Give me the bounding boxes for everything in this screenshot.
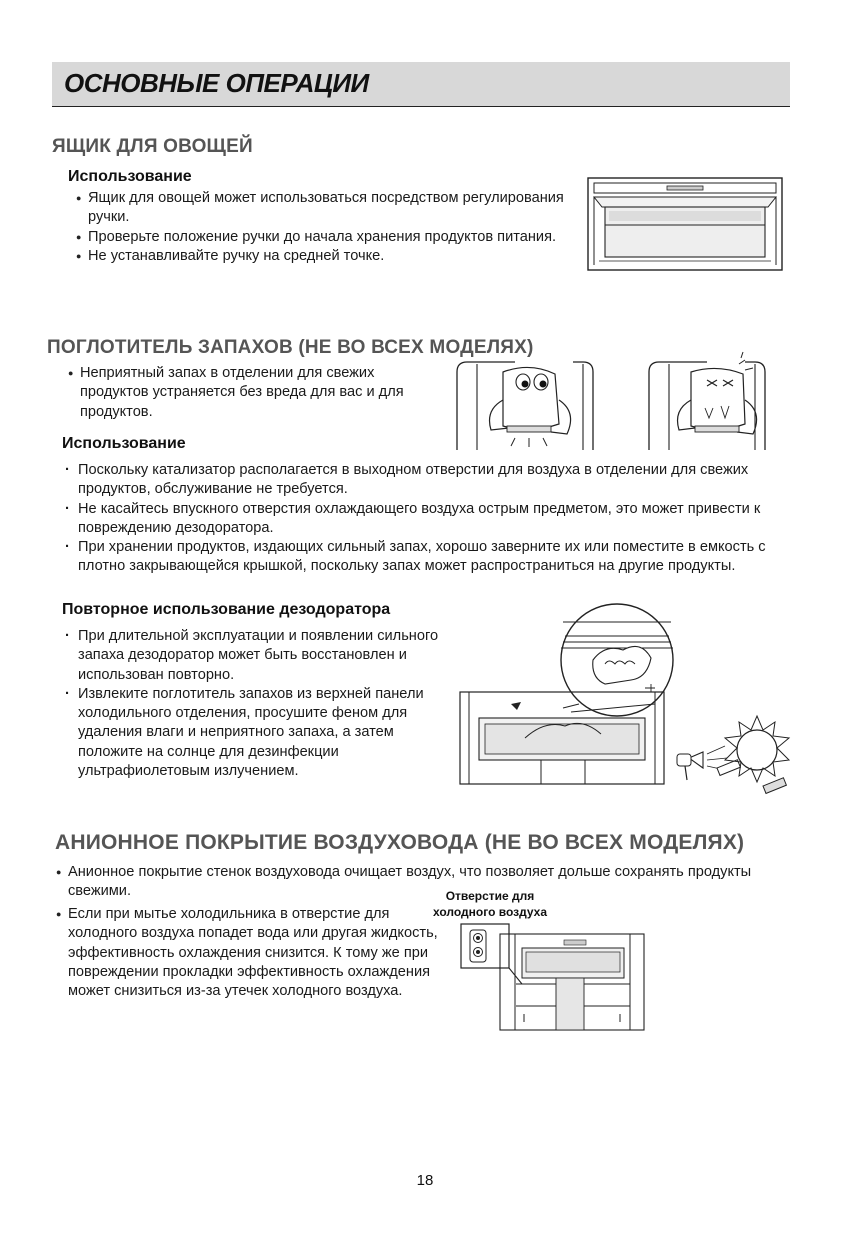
list-item: ● Неприятный запах в отделении для свежих продуктов устраняется без вреда для вас и для продуктов. <box>68 364 430 422</box>
cold-air-hole-caption <box>420 889 560 920</box>
list-item: ● Проверьте положение ручки до начала хранения продуктов питания. <box>76 228 566 247</box>
cold-air-hole-illustration <box>460 922 645 1032</box>
list-item: · При длительной эксплуатации и появлении сильного запаха дезодоратор может быть восстановлен и использован повторно. <box>62 627 446 685</box>
list-item: · Извлеките поглотитель запахов из верхней панели холодильного отделения, просушите феном для удаления влаги и неприятного запаха, а затем положите на солнце для дезинфекции ультрафиолетовым излучением. <box>62 685 446 781</box>
list-item: ● Анионное покрытие стенок воздуховода очищает воздух, что позволяет дольше сохранять продукты свежими. <box>56 863 771 902</box>
list-item: ● Если при мытье холодильника в отверстие для холодного воздуха попадет вода или другая жидкость, эффективность охлаждения снизится. К тому же при повреждении прокладки эффективность охлаждения может снизиться из-за утечек холодного воздуха. <box>56 905 438 1001</box>
anion-intro-list <box>56 863 771 902</box>
odor-usage-list <box>62 461 787 577</box>
list-item: ● Не устанавливайте ручку на средней точке. <box>76 247 566 266</box>
section-title-anion-coating: АНИОННОЕ ПОКРЫТИЕ ВОЗДУХОВОДА (НЕ ВО ВСЕХ МОДЕЛЯХ) <box>55 831 745 854</box>
vegetable-drawer-illustration <box>587 177 783 271</box>
caption-line-1: Отверстие для <box>445 889 535 903</box>
vegetable-usage-title: Использование <box>68 168 192 185</box>
vegetable-usage-list <box>76 189 566 266</box>
section-title-vegetable-box: ЯЩИК ДЛЯ ОВОЩЕЙ <box>52 136 253 157</box>
section-title-odor-absorber: ПОГЛОТИТЕЛЬ ЗАПАХОВ (НЕ ВО ВСЕХ МОДЕЛЯХ) <box>47 337 534 358</box>
anion-warning-list <box>56 905 438 1001</box>
list-item: · Не касайтесь впускного отверстия охлаждающего воздуха острым предметом, это может привести к повреждению дезодоратора. <box>62 500 787 539</box>
odor-absorber-illustration <box>455 350 775 450</box>
deodorizer-reuse-list <box>62 627 446 781</box>
page-title: ОСНОВНЫЕ ОПЕРАЦИИ <box>64 68 369 98</box>
caption-line-2: холодного воздуха <box>432 904 548 919</box>
list-item: · Поскольку катализатор располагается в выходном отверстии для воздуха в отделении для свежих продуктов, обслуживание не требуется. <box>62 461 787 500</box>
odor-intro-list <box>68 364 430 422</box>
page-number: 18 <box>416 1172 434 1189</box>
deodorizer-reuse-illustration <box>455 600 800 790</box>
list-item: ● Ящик для овощей может использоваться посредством регулирования ручки. <box>76 189 566 228</box>
deodorizer-reuse-title: Повторное использование дезодоратора <box>62 601 391 618</box>
list-item: · При хранении продуктов, издающих сильный запах, хорошо заверните их или поместите в емкость с плотно закрывающейся крышкой, поскольку запах может распространиться на другие продукты. <box>62 538 787 577</box>
odor-usage-title: Использование <box>62 435 186 452</box>
